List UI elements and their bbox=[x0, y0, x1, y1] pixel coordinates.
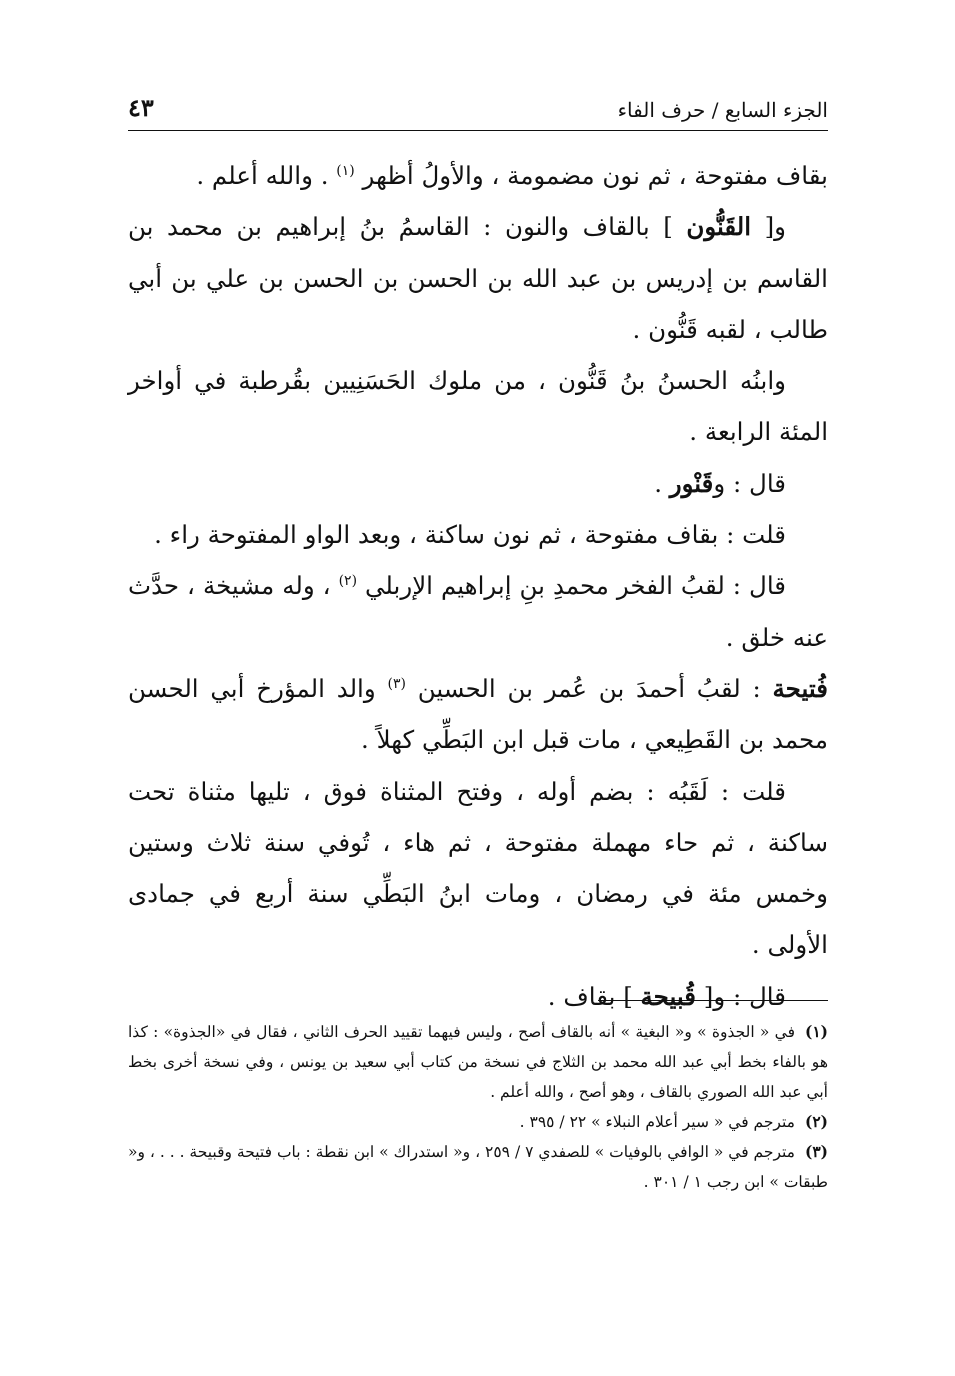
running-head: الجزء السابع / حرف الفاء bbox=[617, 98, 828, 122]
entry-term: قُبيحة bbox=[640, 981, 696, 1011]
footnote-3 bbox=[128, 1137, 828, 1197]
paragraph-2: و[ القَنُّون ] بالقاف والنون : القاسمُ بنُ إبراهيم بن محمد بن القاسم بن إدريس بن عبد الله بن الحسن بن الحسن بن علي بن أبي طالب ، لقبه قَنُّون . bbox=[128, 212, 828, 344]
main-text bbox=[128, 150, 828, 1022]
footnote-ref-3[interactable]: (٣) bbox=[387, 675, 406, 692]
paragraph-5: قلت : بقاف مفتوحة ، ثم نون ساكنة ، وبعد الواو المفتوحة راء . bbox=[154, 520, 786, 550]
footnote-1 bbox=[128, 1017, 828, 1107]
entry-term: القَنُّون bbox=[686, 212, 752, 242]
footnote-ref-1[interactable]: (١) bbox=[336, 163, 355, 179]
entry-term: فُتيحة bbox=[772, 673, 828, 703]
paragraph-8: قلت : لَقَبُه : بضم أوله ، وفتح المثناة فوق ، تليها مثناة تحت ساكنة ، ثم حاء مهملة مفتوحة ، ثم هاء ، تُوفي سنة ثلاث وستين وخمس مئة في رمضان ، ومات ابنُ البَطِّي سنة أربع في جمادى الأولى . bbox=[128, 776, 828, 960]
paragraph-4: قال : وقَنْور . bbox=[654, 468, 786, 498]
footnote-number: (٣) bbox=[804, 1142, 828, 1161]
footnote-text: مترجم في « سير أعلام النبلاء » ٢٢ / ٣٩٥ . bbox=[519, 1113, 795, 1131]
footnote-number: (١) bbox=[804, 1022, 828, 1041]
page-number: ٤٣ bbox=[128, 93, 154, 122]
entry-term: قَنْور bbox=[669, 468, 714, 498]
footnote-text: في « الجذوة » و« البغية » أنه بالقاف أصح ، وليس فيهما تقييد الحرف الثاني ، فقال في «الجذوة» : كذا هو بالفاء بخط أبي عبد الله محمد بن الثلاج في نسخة من كتاب أبي سعيد بن يونس ، وفي نسخة أخرى بخط أبي عبد الله الصوري بالقاف ، وهو أصح ، والله أعلم . bbox=[128, 1023, 828, 1101]
paragraph-3: وابنُه الحسنُ بنُ قَنُّون ، من ملوك الحَسَنِيين بقُرطبة في أواخر المئة الرابعة . bbox=[128, 366, 828, 447]
footnote-text: مترجم في « الوافي بالوفيات » للصفدي ٧ / ٢٥٩ ، و« استدراك » ابن نقطة : باب فتيحة وقبيحة . . . ، و« طبقات » ابن رجب ١ / ٣٠١ . bbox=[128, 1143, 828, 1191]
header-rule bbox=[128, 130, 828, 131]
paragraph-1: بقاف مفتوحة ، ثم نون مضمومة ، والأولُ أظهر $^{(١)}$ . والله أعلم . bbox=[196, 161, 828, 190]
paragraph-7: فُتيحة : لقبُ أحمدَ بن عُمر بن الحسين $^{(٣)}$ والد المؤرخ أبي الحسن محمد بن القَطِيعي ، مات قبل ابن البَطِّي كهلاً . bbox=[128, 673, 828, 755]
paragraph-9: قال : و[ قُبيحة ] بقاف . bbox=[547, 981, 786, 1011]
footnote-2 bbox=[128, 1107, 828, 1137]
page-header bbox=[128, 86, 828, 122]
footnote-rule bbox=[598, 1000, 828, 1001]
footnotes bbox=[128, 1017, 828, 1197]
footnote-number: (٢) bbox=[804, 1112, 828, 1131]
paragraph-6: قال : لقبُ الفخر محمدِ بنِ إبراهيم الإربلي $^{(٢)}$ ، وله مشيخة ، حدَّث عنه خلق . bbox=[128, 571, 828, 652]
footnote-ref-2[interactable]: (٢) bbox=[338, 573, 358, 590]
